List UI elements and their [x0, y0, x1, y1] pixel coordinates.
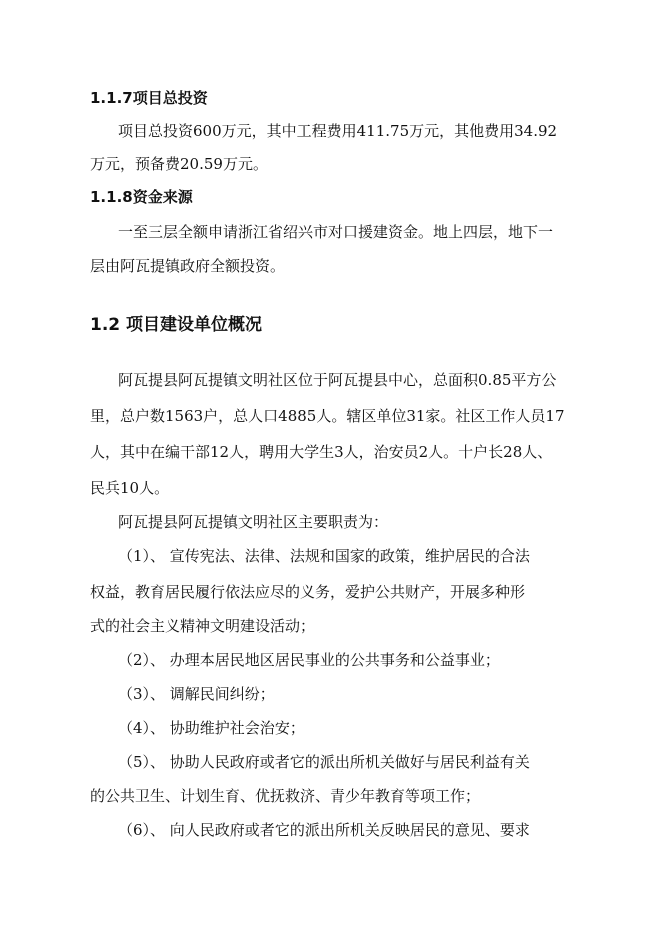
duty-line: 式的社会主义精神文明建设活动；: [90, 617, 316, 635]
paragraph-line: 人，其中在编干部12人，聘用大学生3人，治安员2人。十户长28人、: [90, 443, 553, 461]
paragraph-line: 里，总户数1563户，总人口4885人。辖区单位31家。社区工作人员17: [90, 407, 565, 425]
duty-line: （3）、 调解民间纠纷；: [118, 685, 275, 703]
duty-line: （4）、 协助维护社会治安；: [118, 719, 305, 737]
duty-line: （2）、 办理本居民地区居民事业的公共事务和公益事业；: [118, 651, 500, 669]
heading-1-2: 1.2 项目建设单位概况: [90, 315, 263, 335]
duty-line: （1）、 宣传宪法、法律、法规和国家的政策，维护居民的合法: [118, 547, 530, 565]
duty-line: 的公共卫生、计划生育、优抚救济、青少年教育等项工作；: [90, 787, 481, 805]
paragraph-line: 层由阿瓦提镇政府全额投资。: [90, 257, 286, 275]
paragraph-line: 阿瓦提县阿瓦提镇文明社区位于阿瓦提县中心，总面积0.85平方公: [118, 371, 557, 389]
heading-1-1-8: 1.1.8资金来源: [90, 188, 193, 206]
paragraph-line: 项目总投资600万元，其中工程费用411.75万元，其他费用34.92: [118, 122, 558, 140]
heading-1-1-7: 1.1.7项目总投资: [90, 89, 208, 107]
paragraph-line: 阿瓦提县阿瓦提镇文明社区主要职责为：: [118, 513, 389, 531]
paragraph-line: 民兵10人。: [90, 479, 170, 497]
duty-line: 权益，教育居民履行依法应尽的义务，爱护公共财产，开展多种形: [90, 583, 526, 601]
paragraph-line: 万元，预备费20.59万元。: [90, 155, 268, 173]
paragraph-line: 一至三层全额申请浙江省绍兴市对口援建资金。地上四层，地下一: [118, 223, 554, 241]
duty-line: （6）、 向人民政府或者它的派出所机关反映居民的意见、要求: [118, 821, 530, 839]
duty-line: （5）、 协助人民政府或者它的派出所机关做好与居民利益有关: [118, 753, 530, 771]
